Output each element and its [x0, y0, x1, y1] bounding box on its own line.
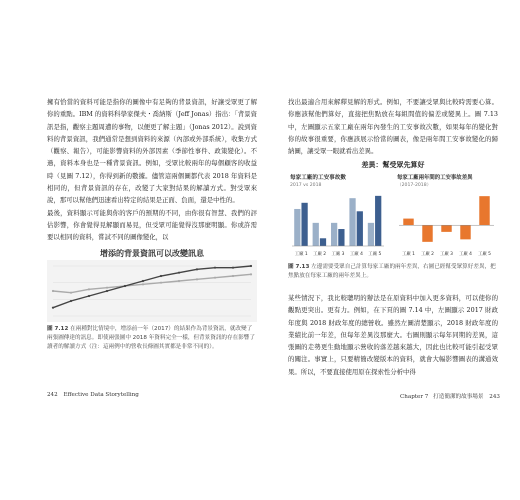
point-2017-8 [196, 278, 198, 280]
chart-b-xtick-1: 工廠 2 [421, 252, 434, 257]
diff-bar-3 [460, 225, 470, 239]
bar-2018-0 [301, 203, 307, 246]
point-2018-11 [250, 265, 252, 267]
right-body-bottom-wrap [288, 292, 498, 378]
point-2018-8 [196, 268, 198, 270]
point-2018-1 [70, 300, 72, 302]
bar-2018-4 [375, 196, 381, 246]
point-2017-2 [88, 288, 90, 290]
bar-2018-2 [338, 229, 344, 246]
bar-2017-2 [331, 223, 337, 246]
point-2017-0 [52, 290, 54, 292]
right-footer-chapter: Chapter 7 [400, 394, 429, 400]
figure-7-12-title: 增添的背景資訊可以改變訊息 [100, 249, 204, 258]
diff-bar-4 [479, 196, 489, 225]
point-2017-6 [160, 282, 162, 284]
figure-7-13-header: 差異：幫受眾先算好 [361, 161, 425, 169]
point-2017-3 [106, 287, 108, 289]
point-2018-2 [88, 295, 90, 297]
chart-b-xtick-4: 工廠 5 [478, 252, 491, 257]
point-2018-10 [232, 267, 234, 269]
point-2018-0 [52, 307, 54, 309]
figure-7-13-caption [288, 263, 498, 281]
chart-a-xtick-4: 工廠 5 [368, 252, 382, 257]
figure-7-12-text: 在兩種對比情境中，增添前一年（2017）的結果作為背景資訊，就改變了兩張圖傳達的訊息。即使兩張圖中 2018 年資料完全一樣，但背景資訊的存在影響了讀者的解讀方式（注：這兩例中的營收長條圖其實都是非常不同的）。 [47, 326, 255, 350]
bar-2017-0 [294, 209, 300, 246]
figure-7-13-label: 圖 7.13 [288, 264, 310, 270]
chart-b-xtick-2: 工廠 3 [440, 252, 453, 257]
right-page-number: 243 [489, 394, 500, 400]
chart-b-subtitle: （2017-2018） [397, 183, 432, 188]
chart-b-xtick-0: 工廠 1 [402, 252, 415, 257]
point-2018-5 [142, 280, 144, 282]
body-paragraph-2: 最後，資料顯示可能與你的客戶的預期的不同，由你很有智慧、我們的評估影響，你會覺得見解顯而易見，但受眾可能覺得沒那麼明顯。你或許需要以相同的資料，嘗試不同的圖像變化，以 [47, 208, 257, 242]
chart-a-legend: 2017 vs 2018 [290, 183, 322, 188]
chart-a-xtick-3: 工廠 4 [349, 252, 363, 257]
chart-a-xtick-1: 工廠 2 [313, 252, 327, 257]
figure-7-12-chart [47, 260, 257, 322]
left-footer-title: Effective Data Storytelling [63, 392, 139, 398]
bar-2017-3 [349, 198, 355, 246]
bar-2017-4 [368, 223, 374, 246]
right-footer-title: 打造簡潔的故事場景 [433, 394, 484, 400]
point-2017-1 [70, 292, 72, 294]
right-body-top: 找出最適合用來解釋見解的形式。例如，不要讓受眾與比較時需要心算。你應該幫他們算好，直接把焦點放在每組間值的偏差或變異上。圖 7.13 中，左圖顯示五家工廠在兩年內發生的工安事故次數，如果每年的變化對你的故事很重要，你應該展示恰當的圖表，像是兩年間工安事故變化的歸納圖，讓受眾一眼就看出差異。 [288, 98, 498, 156]
bar-2018-3 [357, 211, 363, 246]
diff-bar-2 [441, 225, 451, 232]
diff-bar-1 [422, 225, 432, 242]
bar-2018-1 [320, 238, 326, 246]
body-paragraph-1: 擁有恰當的資料可能是指你的圖像中有足夠的背景資訊，好讓受眾更了解你的重點。IBM 的資料科學家傑夫・喬納斯（Jeff Jonas）指出：「背景資訊是指，觀察主題周遭的事物，以便更了解主題」（Jonas 2012）。說到資料的背景資訊，我們通常是想到資料的來源（內部或外部系統），收集方式（觀察、報告），可能影響資料的外部因素（季節性事件、政策變化）。不過，資料本身也是一種背景資訊。例如，受眾比較兩年的每個顧客的收益時（見圖 7.12），你得到新的數據。儘管這兩個圖都代表 2018 年資料是相同的，但背景資訊的存在，改變了大家對結果的解讀方式。對受眾來說，那可以幫他們迅速看出特定的結果是正面、負面，還是中性的。 [47, 98, 257, 205]
diff-bar-0 [403, 219, 413, 226]
figure-7-12-caption [47, 325, 257, 352]
chart-b-xtick-3: 工廠 4 [459, 252, 472, 257]
point-2017-9 [214, 277, 216, 279]
chart-a-xtick-2: 工廠 3 [331, 252, 345, 257]
chart-a-title: 每家工廠的工安事故數 [290, 175, 346, 181]
left-footer [47, 392, 139, 398]
point-2018-9 [214, 267, 216, 269]
point-2018-7 [178, 272, 180, 274]
point-2018-4 [124, 285, 126, 287]
point-2017-11 [250, 273, 252, 275]
right-body-bottom: 某些情況下，我比較聰明的辦法是在原資料中加入更多資料，可以使你的觀點更突出。更有力。例如，在下頁的圖 7.14 中，左圖顯示 2017 財政年度與 2018 財政年度的總營收。雖然左圖清楚顯示，2018 財政年度的業績比前一年差，但每年差異沒那麼大。右圖則顯示每年同期的差異，這張圖的走勢更生動地顯示營收的落差越來越大，因此也比較可能引起受眾的關注。事實上，只要精簡改變版本的資料，就會大幅影響圖表的溝通效果。所以，不要直接使用原在探索性分析中得 [288, 294, 498, 376]
figure-7-12-label: 圖 7.12 [47, 326, 69, 332]
chart-b-title: 每家工廠兩年間的工安事故差異 [397, 175, 473, 181]
point-2018-3 [106, 290, 108, 292]
right-footer [400, 392, 500, 400]
bar-2017-1 [313, 223, 319, 246]
chart-a-xtick-0: 工廠 1 [294, 252, 308, 257]
left-page-number: 242 [47, 392, 58, 398]
figure-7-13-right-chart [395, 170, 498, 258]
figure-7-13-text: 左邊需要受眾自己計算每家工廠的兩年差異，右圖已經幫受眾算好差異，把焦點放在每家工廠的兩年差異上。 [288, 264, 496, 279]
point-2017-5 [142, 283, 144, 285]
point-2017-10 [232, 275, 234, 277]
point-2017-7 [178, 280, 180, 282]
point-2018-6 [160, 275, 162, 277]
figure-7-13-left-chart [288, 170, 388, 258]
